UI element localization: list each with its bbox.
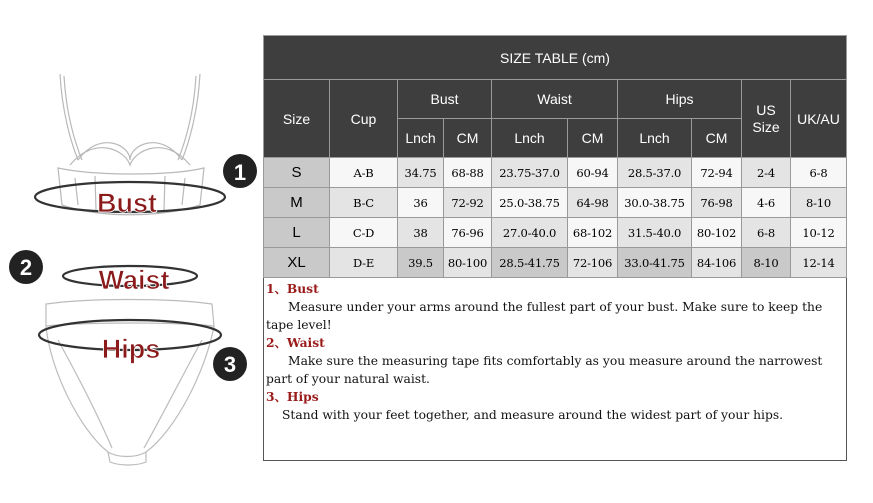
measurement-illustration bbox=[0, 0, 262, 503]
note-body-waist: Make sure the measuring tape fits comfortably as you measure around the narrowest part of your natural waist. bbox=[266, 354, 823, 386]
cell-us-size: 8-10 bbox=[742, 248, 791, 278]
cell-hips-inch: 28.5-37.0 bbox=[618, 158, 692, 188]
note-body-hips: Stand with your feet together, and measure around the widest part of your hips. bbox=[282, 408, 784, 422]
note-heading-bust: 1、Bust bbox=[266, 281, 319, 296]
note-heading-hips: 3、Hips bbox=[266, 389, 319, 404]
cell-waist-inch: 27.0-40.0 bbox=[492, 218, 568, 248]
cell-bust-cm: 80-100 bbox=[444, 248, 492, 278]
header-cup: Cup bbox=[330, 80, 398, 158]
header-waist-inch: Lnch bbox=[492, 119, 568, 158]
cell-waist-cm: 64-98 bbox=[568, 188, 618, 218]
cell-waist-inch: 28.5-41.75 bbox=[492, 248, 568, 278]
cell-us-size: 4-6 bbox=[742, 188, 791, 218]
header-ukau: UK/AU bbox=[791, 80, 847, 158]
header-waist: Waist bbox=[492, 80, 618, 119]
cell-ukau: 12-14 bbox=[791, 248, 847, 278]
cell-hips-cm: 80-102 bbox=[692, 218, 742, 248]
cell-hips-inch: 30.0-38.75 bbox=[618, 188, 692, 218]
cell-ukau: 6-8 bbox=[791, 158, 847, 188]
table-row bbox=[264, 218, 847, 248]
cell-size: M bbox=[264, 188, 330, 218]
cell-cup: C-D bbox=[330, 218, 398, 248]
cell-bust-inch: 34.75 bbox=[398, 158, 444, 188]
cell-waist-cm: 72-106 bbox=[568, 248, 618, 278]
header-bust: Bust bbox=[398, 80, 492, 119]
badge-1-number: 1 bbox=[233, 160, 247, 185]
cell-hips-cm: 72-94 bbox=[692, 158, 742, 188]
cell-waist-cm: 68-102 bbox=[568, 218, 618, 248]
cell-us-size: 2-4 bbox=[742, 158, 791, 188]
cell-cup: B-C bbox=[330, 188, 398, 218]
header-us-size: US Size bbox=[742, 80, 791, 158]
bust-label: Bust bbox=[97, 188, 157, 218]
cell-bust-cm: 76-96 bbox=[444, 218, 492, 248]
cell-bust-inch: 38 bbox=[398, 218, 444, 248]
cell-size: L bbox=[264, 218, 330, 248]
measurement-notes bbox=[264, 278, 847, 461]
table-row bbox=[264, 188, 847, 218]
cell-ukau: 10-12 bbox=[791, 218, 847, 248]
cell-size: S bbox=[264, 158, 330, 188]
waist-label: Waist bbox=[98, 265, 170, 295]
header-hips: Hips bbox=[618, 80, 742, 119]
size-table bbox=[263, 35, 847, 461]
note-heading-waist: 2、Waist bbox=[266, 335, 325, 350]
header-waist-cm: CM bbox=[568, 119, 618, 158]
cell-us-size: 6-8 bbox=[742, 218, 791, 248]
header-hips-cm: CM bbox=[692, 119, 742, 158]
cell-ukau: 8-10 bbox=[791, 188, 847, 218]
badge-2-number: 2 bbox=[19, 255, 33, 280]
note-body-bust: Measure under your arms around the fullest part of your bust. Make sure to keep the tape level! bbox=[266, 300, 823, 332]
header-bust-cm: CM bbox=[444, 119, 492, 158]
cell-cup: D-E bbox=[330, 248, 398, 278]
cell-hips-inch: 33.0-41.75 bbox=[618, 248, 692, 278]
cell-bust-inch: 39.5 bbox=[398, 248, 444, 278]
cell-bust-cm: 72-92 bbox=[444, 188, 492, 218]
table-row bbox=[264, 158, 847, 188]
header-size: Size bbox=[264, 80, 330, 158]
cell-waist-inch: 23.75-37.0 bbox=[492, 158, 568, 188]
cell-size: XL bbox=[264, 248, 330, 278]
cell-hips-cm: 76-98 bbox=[692, 188, 742, 218]
hips-label: Hips bbox=[101, 334, 161, 364]
cell-hips-inch: 31.5-40.0 bbox=[618, 218, 692, 248]
cell-waist-cm: 60-94 bbox=[568, 158, 618, 188]
table-title: SIZE TABLE (cm) bbox=[264, 36, 847, 80]
badge-3-number: 3 bbox=[223, 352, 237, 377]
header-bust-inch: Lnch bbox=[398, 119, 444, 158]
header-hips-inch: Lnch bbox=[618, 119, 692, 158]
cell-cup: A-B bbox=[330, 158, 398, 188]
table-row bbox=[264, 248, 847, 278]
cell-hips-cm: 84-106 bbox=[692, 248, 742, 278]
cell-bust-cm: 68-88 bbox=[444, 158, 492, 188]
cell-waist-inch: 25.0-38.75 bbox=[492, 188, 568, 218]
cell-bust-inch: 36 bbox=[398, 188, 444, 218]
